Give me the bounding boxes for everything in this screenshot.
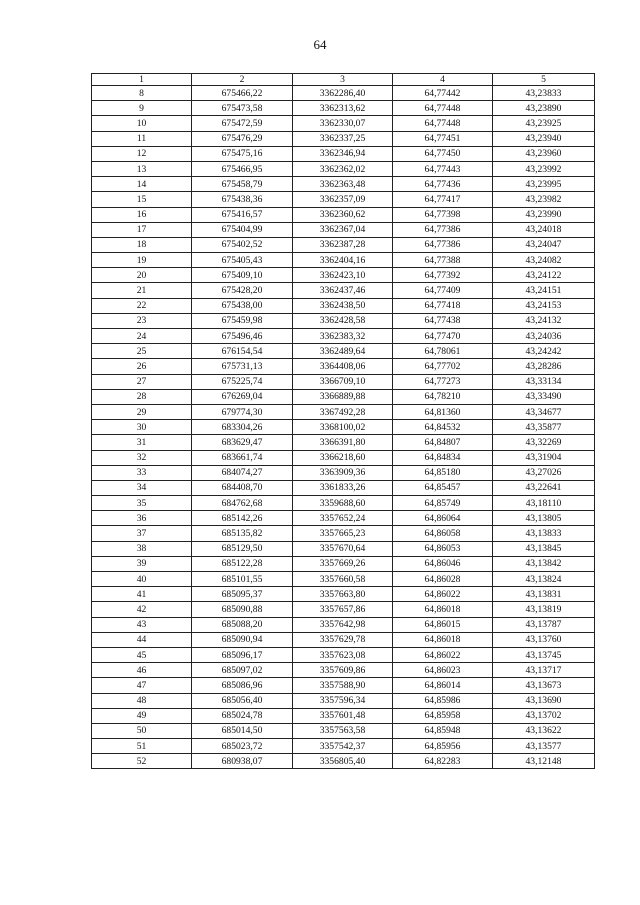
table-row: [92, 101, 595, 116]
table-cell: 64,77451: [393, 131, 493, 146]
table-cell: 685122,28: [192, 556, 293, 571]
table-cell: 3362437,46: [293, 283, 393, 298]
table-row: [92, 632, 595, 647]
table-cell: 3366391,80: [293, 435, 393, 450]
table-cell: 64,77448: [393, 116, 493, 131]
table-cell: 675731,13: [192, 359, 293, 374]
table-row: [92, 647, 595, 662]
table-cell: 64,84532: [393, 420, 493, 435]
table-cell: 13: [92, 161, 192, 176]
table-row: [92, 161, 595, 176]
table-row: [92, 192, 595, 207]
table-cell: 64,77388: [393, 253, 493, 268]
table-row: [92, 374, 595, 389]
table-cell: 43,24242: [493, 344, 595, 359]
table-cell: 43,23940: [493, 131, 595, 146]
table-row: [92, 146, 595, 161]
table-cell: 64,86018: [393, 602, 493, 617]
table-cell: 64,77398: [393, 207, 493, 222]
table-row: [92, 283, 595, 298]
table-cell: 3362363,48: [293, 177, 393, 192]
table-cell: 64,86058: [393, 526, 493, 541]
table-cell: 43,18110: [493, 496, 595, 511]
table-cell: 675496,46: [192, 329, 293, 344]
table-cell: 685101,55: [192, 572, 293, 587]
table-cell: 43,33490: [493, 389, 595, 404]
table-cell: 43,13787: [493, 617, 595, 632]
table-cell: 64,77448: [393, 101, 493, 116]
table-cell: 43,23833: [493, 86, 595, 101]
table-row: [92, 253, 595, 268]
table-cell: 675466,95: [192, 161, 293, 176]
column-header-2: 2: [192, 74, 293, 86]
table-cell: 43,34677: [493, 404, 595, 419]
table-cell: 64,85986: [393, 693, 493, 708]
table-cell: 64,77438: [393, 313, 493, 328]
table-cell: 64,77417: [393, 192, 493, 207]
table-cell: 3357609,86: [293, 663, 393, 678]
table-cell: 675475,16: [192, 146, 293, 161]
table-cell: 43,23995: [493, 177, 595, 192]
table-cell: 49: [92, 708, 192, 723]
table-cell: 3362489,64: [293, 344, 393, 359]
table-cell: 64,77409: [393, 283, 493, 298]
table-row: [92, 131, 595, 146]
table-cell: 675428,20: [192, 283, 293, 298]
table-row: [92, 298, 595, 313]
table-cell: 46: [92, 663, 192, 678]
table-cell: 39: [92, 556, 192, 571]
table-cell: 3356805,40: [293, 754, 393, 769]
table-cell: 3362346,94: [293, 146, 393, 161]
table-cell: 64,84834: [393, 450, 493, 465]
table-row: [92, 404, 595, 419]
table-cell: 3357669,26: [293, 556, 393, 571]
table-cell: 43,13690: [493, 693, 595, 708]
table-cell: 675409,10: [192, 268, 293, 283]
table-cell: 685086,96: [192, 678, 293, 693]
table-cell: 43,28286: [493, 359, 595, 374]
table-cell: 684762,68: [192, 496, 293, 511]
table-cell: 3362360,62: [293, 207, 393, 222]
table-cell: 675438,00: [192, 298, 293, 313]
table-cell: 3362362,02: [293, 161, 393, 176]
table-cell: 43,13745: [493, 647, 595, 662]
table-cell: 37: [92, 526, 192, 541]
table-cell: 43,24132: [493, 313, 595, 328]
table-row: [92, 116, 595, 131]
table-cell: 676269,04: [192, 389, 293, 404]
column-header-1: 1: [92, 74, 192, 86]
table-row: [92, 222, 595, 237]
table-cell: 43,24082: [493, 253, 595, 268]
table-cell: 36: [92, 511, 192, 526]
table-cell: 43,13702: [493, 708, 595, 723]
table-cell: 64,86028: [393, 572, 493, 587]
table-cell: 29: [92, 404, 192, 419]
table-cell: 64,77392: [393, 268, 493, 283]
table-cell: 685095,37: [192, 587, 293, 602]
table-cell: 42: [92, 602, 192, 617]
table-cell: 683629,47: [192, 435, 293, 450]
table-cell: 3357657,86: [293, 602, 393, 617]
table-cell: 3362423,10: [293, 268, 393, 283]
table-cell: 685056,40: [192, 693, 293, 708]
table-cell: 3362428,58: [293, 313, 393, 328]
table-cell: 685088,20: [192, 617, 293, 632]
table-cell: 41: [92, 587, 192, 602]
table-cell: 684074,27: [192, 465, 293, 480]
table-cell: 51: [92, 739, 192, 754]
table-cell: 685129,50: [192, 541, 293, 556]
table-cell: 676154,54: [192, 344, 293, 359]
table-cell: 675225,74: [192, 374, 293, 389]
table-cell: 683661,74: [192, 450, 293, 465]
table-body: [92, 86, 595, 769]
table-cell: 17: [92, 222, 192, 237]
table-cell: 3362337,25: [293, 131, 393, 146]
table-cell: 30: [92, 420, 192, 435]
table-cell: 685014,50: [192, 723, 293, 738]
table-cell: 43,24036: [493, 329, 595, 344]
table-cell: 43,22641: [493, 480, 595, 495]
table-cell: 43,31904: [493, 450, 595, 465]
table-cell: 43,13717: [493, 663, 595, 678]
table-cell: 16: [92, 207, 192, 222]
table-cell: 64,84807: [393, 435, 493, 450]
table-cell: 43,35877: [493, 420, 595, 435]
table-cell: 3357596,34: [293, 693, 393, 708]
table-cell: 43,23992: [493, 161, 595, 176]
table-cell: 34: [92, 480, 192, 495]
table-cell: 28: [92, 389, 192, 404]
table-cell: 64,85956: [393, 739, 493, 754]
table-cell: 14: [92, 177, 192, 192]
table-cell: 43,24151: [493, 283, 595, 298]
table-row: [92, 587, 595, 602]
table-cell: 64,77450: [393, 146, 493, 161]
table-cell: 64,77443: [393, 161, 493, 176]
table-cell: 3366889,88: [293, 389, 393, 404]
table-cell: 3368100,02: [293, 420, 393, 435]
table-cell: 64,77418: [393, 298, 493, 313]
table-cell: 35: [92, 496, 192, 511]
table-cell: 21: [92, 283, 192, 298]
table-cell: 3366709,10: [293, 374, 393, 389]
table-row: [92, 268, 595, 283]
table-cell: 43,33134: [493, 374, 595, 389]
table-cell: 3362330,07: [293, 116, 393, 131]
table-row: [92, 480, 595, 495]
table-cell: 675466,22: [192, 86, 293, 101]
table-row: [92, 602, 595, 617]
table-cell: 43,12148: [493, 754, 595, 769]
table-cell: 10: [92, 116, 192, 131]
table-cell: 3366218,60: [293, 450, 393, 465]
table-cell: 675473,58: [192, 101, 293, 116]
table-cell: 64,81360: [393, 404, 493, 419]
table-cell: 43,13842: [493, 556, 595, 571]
table-cell: 43,13622: [493, 723, 595, 738]
table-row: [92, 86, 595, 101]
table-cell: 3357623,08: [293, 647, 393, 662]
table-row: [92, 359, 595, 374]
table-cell: 3357542,37: [293, 739, 393, 754]
table-cell: 25: [92, 344, 192, 359]
table-cell: 64,86022: [393, 647, 493, 662]
table-row: [92, 177, 595, 192]
table-cell: 3357588,90: [293, 678, 393, 693]
table-cell: 43: [92, 617, 192, 632]
table-cell: 675404,99: [192, 222, 293, 237]
table-row: [92, 465, 595, 480]
table-cell: 675476,29: [192, 131, 293, 146]
table-cell: 43,13831: [493, 587, 595, 602]
table-cell: 3357652,24: [293, 511, 393, 526]
coordinates-table: [91, 73, 595, 769]
table-cell: 18: [92, 237, 192, 252]
table-cell: 3357670,64: [293, 541, 393, 556]
table-cell: 20: [92, 268, 192, 283]
table-cell: 26: [92, 359, 192, 374]
table-cell: 27: [92, 374, 192, 389]
table-cell: 675472,59: [192, 116, 293, 131]
table-cell: 64,86046: [393, 556, 493, 571]
table-cell: 45: [92, 647, 192, 662]
table-cell: 64,78061: [393, 344, 493, 359]
table-cell: 22: [92, 298, 192, 313]
table-cell: 3362438,50: [293, 298, 393, 313]
table-cell: 64,77386: [393, 237, 493, 252]
table-row: [92, 556, 595, 571]
table-cell: 43,23890: [493, 101, 595, 116]
table-cell: 64,86014: [393, 678, 493, 693]
table-row: [92, 344, 595, 359]
table-cell: 40: [92, 572, 192, 587]
table-cell: 685023,72: [192, 739, 293, 754]
table-cell: 47: [92, 678, 192, 693]
table-cell: 675458,79: [192, 177, 293, 192]
table-cell: 43,13833: [493, 526, 595, 541]
table-cell: 685096,17: [192, 647, 293, 662]
table-cell: 3357629,78: [293, 632, 393, 647]
table-cell: 64,77386: [393, 222, 493, 237]
table-cell: 3357642,98: [293, 617, 393, 632]
table-cell: 43,13577: [493, 739, 595, 754]
table-cell: 9: [92, 101, 192, 116]
table-cell: 3357563,58: [293, 723, 393, 738]
table-cell: 43,23982: [493, 192, 595, 207]
table-cell: 33: [92, 465, 192, 480]
table-cell: 3362367,04: [293, 222, 393, 237]
table-cell: 11: [92, 131, 192, 146]
table-cell: 43,13760: [493, 632, 595, 647]
table-cell: 64,77470: [393, 329, 493, 344]
column-header-4: 4: [393, 74, 493, 86]
table-header-row: [92, 74, 595, 86]
table-cell: 43,13845: [493, 541, 595, 556]
table-row: [92, 723, 595, 738]
table-cell: 32: [92, 450, 192, 465]
table-cell: 3357663,80: [293, 587, 393, 602]
table-cell: 64,85958: [393, 708, 493, 723]
table-cell: 3362387,28: [293, 237, 393, 252]
table-cell: 43,24018: [493, 222, 595, 237]
table-cell: 64,82283: [393, 754, 493, 769]
column-header-5: 5: [493, 74, 595, 86]
table-row: [92, 663, 595, 678]
table-cell: 675405,43: [192, 253, 293, 268]
table-cell: 685024,78: [192, 708, 293, 723]
table-row: [92, 207, 595, 222]
table-cell: 43,23960: [493, 146, 595, 161]
table-cell: 43,13673: [493, 678, 595, 693]
table-cell: 684408,70: [192, 480, 293, 495]
page-number: 64: [313, 37, 327, 52]
table-row: [92, 420, 595, 435]
table-row: [92, 708, 595, 723]
table-cell: 64,86053: [393, 541, 493, 556]
table-cell: 43,24047: [493, 237, 595, 252]
table-cell: 685142,26: [192, 511, 293, 526]
table-row: [92, 435, 595, 450]
table-cell: 685090,88: [192, 602, 293, 617]
table-cell: 3357601,48: [293, 708, 393, 723]
table-cell: 8: [92, 86, 192, 101]
table-row: [92, 511, 595, 526]
table-cell: 3359688,60: [293, 496, 393, 511]
table-row: [92, 526, 595, 541]
table-cell: 3361833,26: [293, 480, 393, 495]
table-cell: 64,85749: [393, 496, 493, 511]
table-cell: 675438,36: [192, 192, 293, 207]
table-cell: 680938,07: [192, 754, 293, 769]
table-cell: 675416,57: [192, 207, 293, 222]
table-row: [92, 678, 595, 693]
table-row: [92, 329, 595, 344]
table-cell: 64,86023: [393, 663, 493, 678]
table-cell: 3363909,36: [293, 465, 393, 480]
table-cell: 683304,26: [192, 420, 293, 435]
table-cell: 64,77442: [393, 86, 493, 101]
table-cell: 44: [92, 632, 192, 647]
table-row: [92, 572, 595, 587]
table-cell: 43,27026: [493, 465, 595, 480]
table-cell: 3364408,06: [293, 359, 393, 374]
table-cell: 43,23990: [493, 207, 595, 222]
table-cell: 50: [92, 723, 192, 738]
table-row: [92, 617, 595, 632]
table-cell: 64,77273: [393, 374, 493, 389]
table-cell: 52: [92, 754, 192, 769]
table-cell: 64,85457: [393, 480, 493, 495]
table-cell: 3362313,62: [293, 101, 393, 116]
table-cell: 675459,98: [192, 313, 293, 328]
table-row: [92, 389, 595, 404]
table-cell: 64,77702: [393, 359, 493, 374]
table-cell: 64,85948: [393, 723, 493, 738]
table-row: [92, 754, 595, 769]
table-row: [92, 237, 595, 252]
table-cell: 43,24153: [493, 298, 595, 313]
table-cell: 64,86015: [393, 617, 493, 632]
table-row: [92, 496, 595, 511]
table-cell: 679774,30: [192, 404, 293, 419]
table-row: [92, 450, 595, 465]
table-cell: 38: [92, 541, 192, 556]
table-cell: 685135,82: [192, 526, 293, 541]
table-cell: 3362357,09: [293, 192, 393, 207]
table-cell: 64,86064: [393, 511, 493, 526]
table-cell: 3357660,58: [293, 572, 393, 587]
table-cell: 12: [92, 146, 192, 161]
table-row: [92, 693, 595, 708]
table-cell: 3362404,16: [293, 253, 393, 268]
table-cell: 64,86018: [393, 632, 493, 647]
table-cell: 3362383,32: [293, 329, 393, 344]
table-cell: 43,24122: [493, 268, 595, 283]
table-cell: 23: [92, 313, 192, 328]
table-row: [92, 313, 595, 328]
table-cell: 64,85180: [393, 465, 493, 480]
table-cell: 15: [92, 192, 192, 207]
table-cell: 31: [92, 435, 192, 450]
table-cell: 675402,52: [192, 237, 293, 252]
table-cell: 3367492,28: [293, 404, 393, 419]
table-cell: 43,23925: [493, 116, 595, 131]
table-cell: 3357665,23: [293, 526, 393, 541]
table-cell: 43,13824: [493, 572, 595, 587]
table-cell: 43,13819: [493, 602, 595, 617]
table-cell: 19: [92, 253, 192, 268]
column-header-3: 3: [293, 74, 393, 86]
table-cell: 64,78210: [393, 389, 493, 404]
table-cell: 24: [92, 329, 192, 344]
table-cell: 3362286,40: [293, 86, 393, 101]
table-cell: 48: [92, 693, 192, 708]
table-row: [92, 739, 595, 754]
table-cell: 64,86022: [393, 587, 493, 602]
table-cell: 685097,02: [192, 663, 293, 678]
table-cell: 64,77436: [393, 177, 493, 192]
table-cell: 43,13805: [493, 511, 595, 526]
table-cell: 685090,94: [192, 632, 293, 647]
table-cell: 43,32269: [493, 435, 595, 450]
table-row: [92, 541, 595, 556]
